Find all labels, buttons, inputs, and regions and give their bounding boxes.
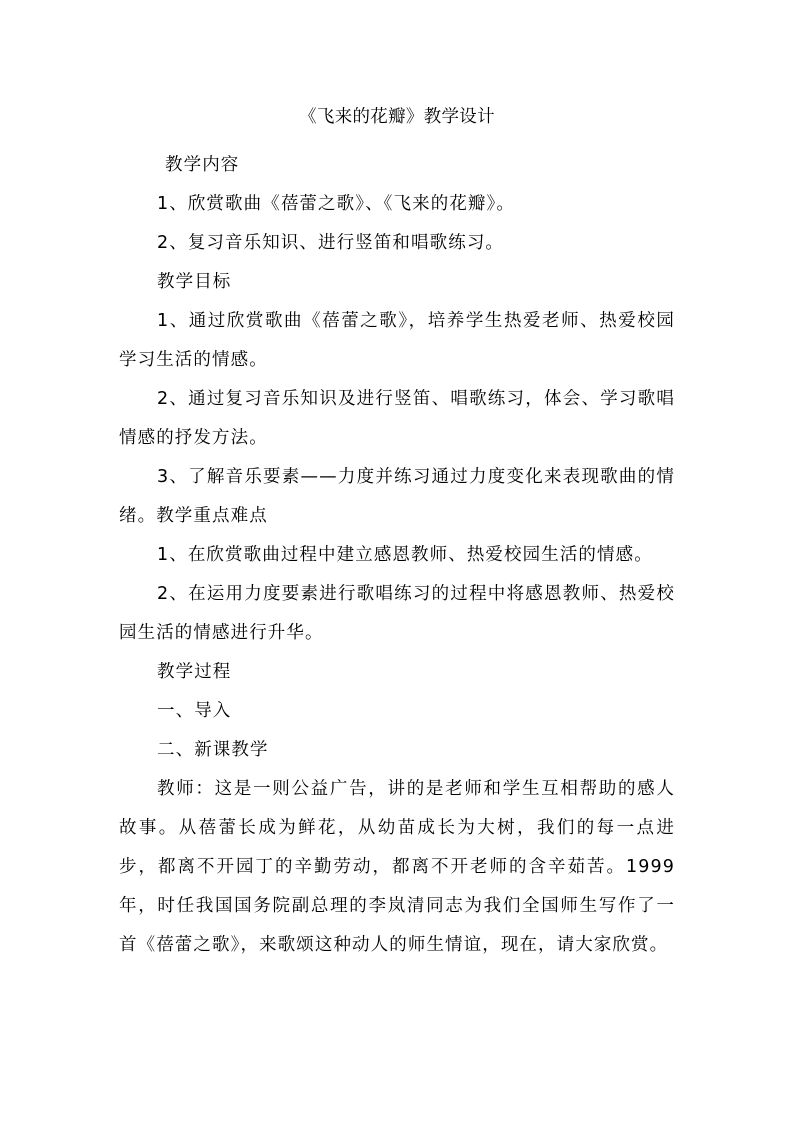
paragraph: 1、欣赏歌曲《蓓蕾之歌》、《飞来的花瓣》。	[157, 194, 515, 214]
document-title: 《飞来的花瓣》教学设计	[299, 107, 495, 127]
section-heading-objectives: 教学目标	[157, 272, 232, 292]
section-heading-content: 教学内容	[165, 155, 240, 175]
paragraph: 2、通过复习音乐知识及进行竖笛、唱歌练习，体会、学习歌唱情感的抒发方法。	[119, 389, 675, 448]
section-subheading-intro: 一、导入	[157, 701, 232, 721]
paragraph: 教师：这是一则公益广告，讲的是老师和学生互相帮助的感人故事。从蓓蕾长成为鲜花，从幼苗成长为大树，我们的每一点进步，都离不开园丁的辛勤劳动，都离不开老师的含辛茹苦。1999年，时任我国国务院副总理的李岚清同志为我们全国师生写作了一首《蓓蕾之歌》，来歌颂这种动人的师生情谊，现在，请大家欣赏。	[119, 779, 675, 955]
section-heading-process: 教学过程	[157, 662, 232, 682]
paragraph: 1、在欣赏歌曲过程中建立感恩教师、热爱校园生活的情感。	[157, 545, 653, 565]
paragraph: 2、复习音乐知识、进行竖笛和唱歌练习。	[157, 233, 505, 253]
paragraph: 3、了解音乐要素——力度并练习通过力度变化来表现歌曲的情绪。教学重点难点	[119, 467, 675, 526]
paragraph: 1、通过欣赏歌曲《蓓蕾之歌》，培养学生热爱老师、热爱校园学习生活的情感。	[119, 311, 675, 370]
section-subheading-new-lesson: 二、新课教学	[157, 740, 269, 760]
paragraph: 2、在运用力度要素进行歌唱练习的过程中将感恩教师、热爱校园生活的情感进行升华。	[119, 584, 675, 643]
document-body	[119, 146, 675, 965]
